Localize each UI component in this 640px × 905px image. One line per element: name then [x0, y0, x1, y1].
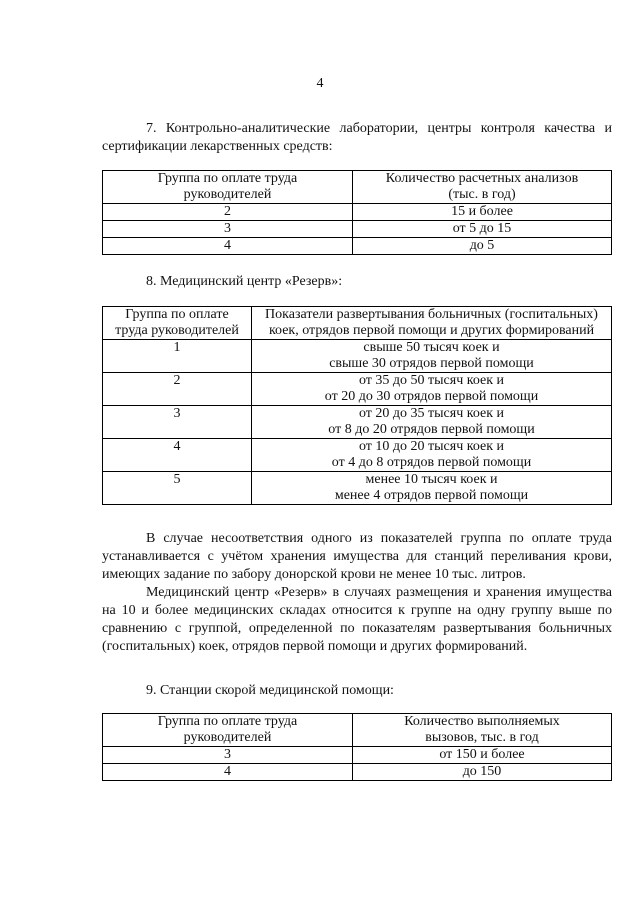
- table-header-row: [103, 171, 612, 204]
- table-row: [103, 340, 612, 373]
- table-row: [103, 472, 612, 505]
- table-cell: 4: [103, 238, 353, 255]
- header-cell: Показатели развертывания больничных (госпитальных) коек, отрядов первой помощи и других формирований: [252, 307, 612, 340]
- table-cell: 3: [103, 406, 252, 439]
- table-row: [103, 439, 612, 472]
- table-cell: от 35 до 50 тысяч коек и от 20 до 30 отрядов первой помощи: [252, 373, 612, 406]
- table-cell: 3: [103, 747, 353, 764]
- table-cell: от 20 до 35 тысяч коек и от 8 до 20 отрядов первой помощи: [252, 406, 612, 439]
- header-cell: Количество расчетных анализов (тыс. в год): [353, 171, 612, 204]
- table-row: [103, 373, 612, 406]
- table-cell: до 5: [353, 238, 612, 255]
- table-cell: от 10 до 20 тысяч коек и от 4 до 8 отрядов первой помощи: [252, 439, 612, 472]
- table-cell: свыше 50 тысяч коек и свыше 30 отрядов первой помощи: [252, 340, 612, 373]
- paragraph-reserve-center: Медицинский центр «Резерв» в случаях размещения и хранения имущества на 10 и более медицинских складах относится к группе на одну группу выше по сравнению с группой, определенной по показателям развертывания больничных (госпитальных) коек, отрядов первой помощи и других формирований.: [102, 585, 612, 654]
- table-row: [103, 204, 612, 221]
- header-cell: Группа по оплате труда руководителей: [103, 714, 353, 747]
- table-cell: 1: [103, 340, 252, 373]
- header-cell: Группа по оплате труда руководителей: [103, 171, 353, 204]
- table-row: [103, 747, 612, 764]
- table-cell: 5: [103, 472, 252, 505]
- table-cell: 4: [103, 764, 353, 781]
- table-row: [103, 406, 612, 439]
- table-cell: 3: [103, 221, 353, 238]
- table-header-row: [103, 714, 612, 747]
- table-row: [103, 238, 612, 255]
- header-cell: Количество выполняемых вызовов, тыс. в год: [353, 714, 612, 747]
- table-cell: 2: [103, 373, 252, 406]
- header-cell: Группа по оплате труда руководителей: [103, 307, 252, 340]
- table-section-7: [102, 170, 612, 255]
- table-header-row: [103, 307, 612, 340]
- page-number: 4: [316, 76, 324, 91]
- table-cell: 4: [103, 439, 252, 472]
- table-section-9: [102, 713, 612, 781]
- table-row: [103, 221, 612, 238]
- table-cell: до 150: [353, 764, 612, 781]
- table-cell: от 5 до 15: [353, 221, 612, 238]
- table-row: [103, 764, 612, 781]
- section-9-heading: 9. Станции скорой медицинской помощи:: [146, 683, 394, 698]
- paragraph-blood-stations: В случае несоответствия одного из показателей группа по оплате труда устанавливается с учётом хранения имущества для станций переливания крови, имеющих задание по забору донорской крови не менее 10 тыс. литров.: [102, 531, 612, 582]
- table-cell: 2: [103, 204, 353, 221]
- table-cell: менее 10 тысяч коек и менее 4 отрядов первой помощи: [252, 472, 612, 505]
- table-section-8: [102, 306, 612, 505]
- section-8-heading: 8. Медицинский центр «Резерв»:: [146, 274, 343, 289]
- section-7-heading: 7. Контрольно-аналитические лаборатории, центры контроля качества и сертификации лекарственных средств:: [102, 121, 612, 154]
- table-cell: от 150 и более: [353, 747, 612, 764]
- table-cell: 15 и более: [353, 204, 612, 221]
